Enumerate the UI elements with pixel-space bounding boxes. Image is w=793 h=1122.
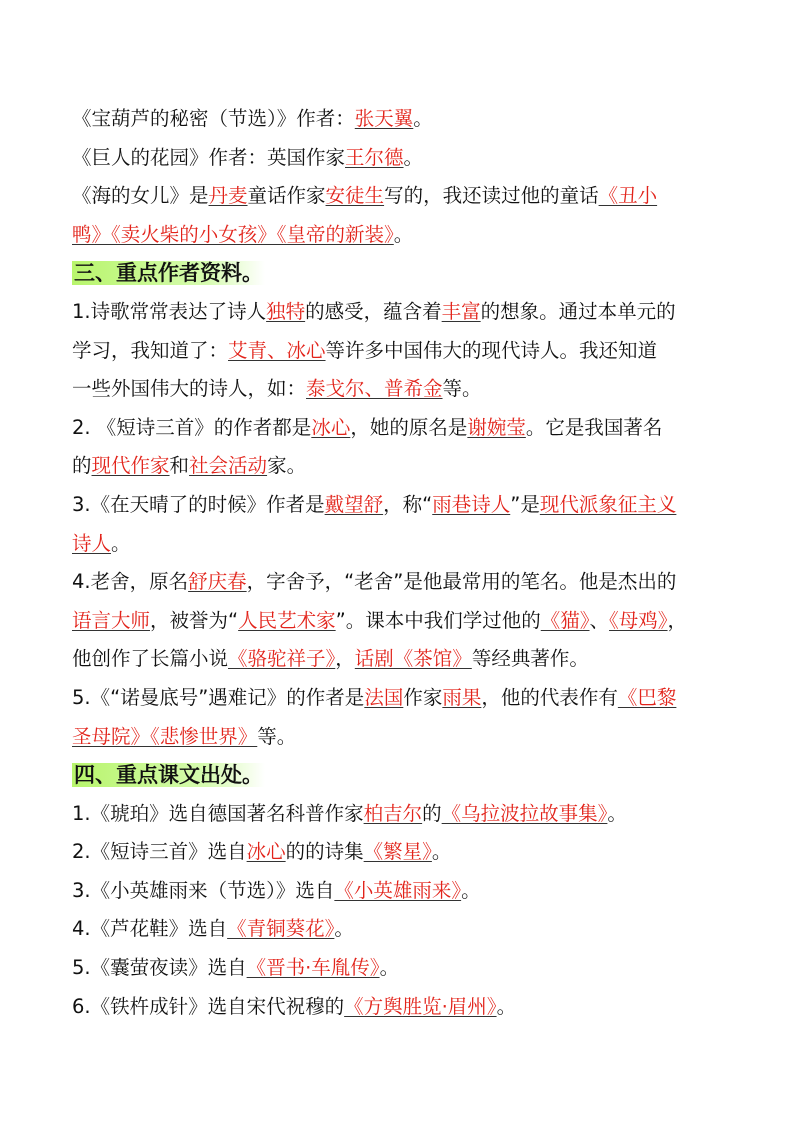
body-text: ，他的代表作有 — [481, 685, 618, 709]
body-text: 2. 《短诗三首》的作者都是 — [72, 415, 312, 439]
body-text: 3.《在天晴了的时候》作者是 — [72, 492, 325, 516]
body-text: 和 — [169, 454, 190, 478]
body-text: 作家 — [403, 685, 443, 709]
body-text: 写的，我还读过他的童话 — [384, 184, 599, 208]
body-text: ，被誉为“ — [150, 608, 239, 632]
answer-text: 独特 — [266, 299, 306, 323]
answer-text: 冰心 — [246, 840, 286, 864]
answer-text: 现代作家 — [91, 454, 170, 478]
body-text: 等许多中国伟大的现代诗人。我还知道 — [325, 338, 658, 362]
answer-text: 《骆驼祥子》 — [228, 647, 336, 671]
answer-text: 《丑小 — [598, 184, 658, 208]
text-line — [72, 332, 727, 371]
body-text: 的 — [422, 801, 442, 825]
text-line — [72, 293, 727, 332]
answer-text: 语言大师 — [72, 608, 151, 632]
answer-text: 现代派象征主义 — [539, 492, 677, 516]
answer-text: 《晋书·车胤传》 — [246, 956, 380, 980]
body-text: 。 — [403, 145, 424, 169]
answer-text: 艾青、冰心 — [228, 338, 326, 362]
body-text: 一些外国伟大的诗人，如： — [72, 377, 307, 401]
body-text: 。 — [379, 956, 400, 980]
answer-text: 人民艺术家 — [238, 608, 336, 632]
answer-text: 鸭》《卖火柴的小女孩》《皇帝的新装》 — [72, 222, 394, 246]
text-line — [72, 177, 727, 216]
text-line — [72, 139, 727, 178]
section-heading — [72, 756, 727, 795]
body-text: ，称“ — [383, 492, 433, 516]
body-text: 2.《短诗三首》选自 — [72, 840, 247, 864]
answer-text: 《巴黎 — [617, 685, 677, 709]
body-text: ”。课本中我们学过他的 — [335, 608, 541, 632]
body-text: 、 — [589, 608, 610, 632]
answer-text: 社会活动 — [189, 454, 268, 478]
body-text: 。 — [111, 531, 131, 555]
answer-text: 张天翼 — [354, 107, 414, 130]
body-text: ，字舍予，“老舍”是他最常用的笔名。他是杰出的 — [246, 570, 677, 594]
body-text: 。 — [607, 801, 627, 825]
answer-text: 诗人 — [72, 531, 112, 555]
body-text: 等。 — [257, 724, 297, 748]
section-heading — [72, 254, 727, 293]
text-line — [72, 640, 727, 679]
body-text: 。 — [461, 878, 481, 902]
body-text: 1.《琥珀》选自德国著名科普作家 — [72, 801, 364, 825]
answer-text: 雨巷诗人 — [432, 492, 511, 516]
answer-text: 《方舆胜览·眉州》 — [344, 994, 497, 1018]
text-line — [72, 795, 727, 834]
answer-text: 丰富 — [441, 299, 481, 323]
answer-text: 王尔德 — [345, 145, 404, 169]
text-line — [72, 679, 727, 718]
heading-highlight — [72, 261, 265, 285]
body-text: 三、重点作者资料。 — [74, 261, 263, 286]
body-text: 的 — [72, 454, 92, 478]
body-text: 童话作家 — [247, 184, 326, 208]
answer-text: 《小英雄雨来》 — [334, 878, 462, 902]
answer-text: 《母鸡》 — [609, 608, 668, 632]
text-line — [72, 563, 727, 602]
body-text: 《宝葫芦的秘密（节选）》作者： — [72, 107, 355, 130]
body-text: 的想象。通过本单元的 — [480, 299, 676, 323]
text-line — [72, 718, 727, 757]
text-line — [72, 602, 727, 641]
answer-text: 《繁星》 — [363, 840, 432, 864]
body-text: 学习，我知道了： — [72, 338, 229, 362]
answer-text: 话剧《茶馆》 — [354, 647, 472, 671]
text-line — [72, 833, 727, 872]
answer-text: 圣母院》《悲惨世界》 — [72, 724, 258, 748]
text-line — [72, 370, 727, 409]
answer-text: 雨果 — [442, 685, 482, 709]
body-text: 等经典著作。 — [471, 647, 589, 671]
answer-text: 《乌拉波拉故事集》 — [441, 801, 608, 825]
body-text: ， — [335, 647, 355, 671]
text-line — [72, 486, 727, 525]
body-text: 他创作了长篇小说 — [72, 647, 229, 671]
text-line — [72, 988, 727, 1027]
body-text: 。 — [496, 994, 517, 1018]
body-text: 。 — [431, 840, 452, 864]
answer-text: 柏吉尔 — [363, 801, 423, 825]
body-text: 6.《铁杵成针》选自宋代祝穆的 — [72, 994, 345, 1018]
body-text: 5.《“诺曼底号”遇难记》的作者是 — [72, 685, 365, 709]
heading-highlight — [72, 763, 265, 787]
answer-text: 冰心 — [311, 415, 351, 439]
text-line — [72, 216, 727, 255]
document-body — [72, 100, 727, 1026]
text-line — [72, 409, 727, 448]
body-text: 5.《囊萤夜读》选自 — [72, 956, 247, 980]
answer-text: 安徒生 — [325, 184, 385, 208]
text-line — [72, 949, 727, 988]
body-text: 等。 — [442, 377, 482, 401]
body-text: 4.老舍，原名 — [72, 570, 189, 594]
body-text: 《海的女儿》是 — [72, 184, 209, 208]
body-text: 。它是我国著名 — [525, 415, 663, 439]
text-line — [72, 525, 727, 564]
text-line — [72, 447, 727, 486]
body-text: 。 — [413, 107, 433, 130]
answer-text: 《青铜葵花》 — [227, 917, 335, 941]
text-line — [72, 910, 727, 949]
body-text: ，她的原名是 — [350, 415, 468, 439]
answer-text: 《猫》 — [540, 608, 590, 632]
body-text: 的感受，蕴含着 — [305, 299, 442, 323]
answer-text: 泰戈尔、普希金 — [306, 377, 443, 401]
text-line — [72, 872, 727, 911]
body-text: 。 — [393, 222, 414, 246]
answer-text: 法国 — [364, 685, 404, 709]
body-text: 四、重点课文出处。 — [74, 763, 263, 788]
body-text: 家。 — [267, 454, 307, 478]
answer-text: 丹麦 — [208, 184, 248, 208]
body-text: ”是 — [510, 492, 540, 516]
body-text: 4.《芦花鞋》选自 — [72, 917, 228, 941]
body-text: ， — [667, 608, 688, 632]
body-text: 《巨人的花园》作者：英国作家 — [72, 145, 346, 169]
text-line — [72, 100, 727, 139]
answer-text: 舒庆春 — [188, 570, 247, 594]
body-text: 的的诗集 — [285, 840, 364, 864]
answer-text: 谢婉莹 — [467, 415, 526, 439]
body-text: 3.《小英雄雨来（节选）》选自 — [72, 878, 335, 902]
answer-text: 戴望舒 — [324, 492, 384, 516]
body-text: 1.诗歌常常表达了诗人 — [72, 299, 267, 323]
body-text: 。 — [334, 917, 354, 941]
